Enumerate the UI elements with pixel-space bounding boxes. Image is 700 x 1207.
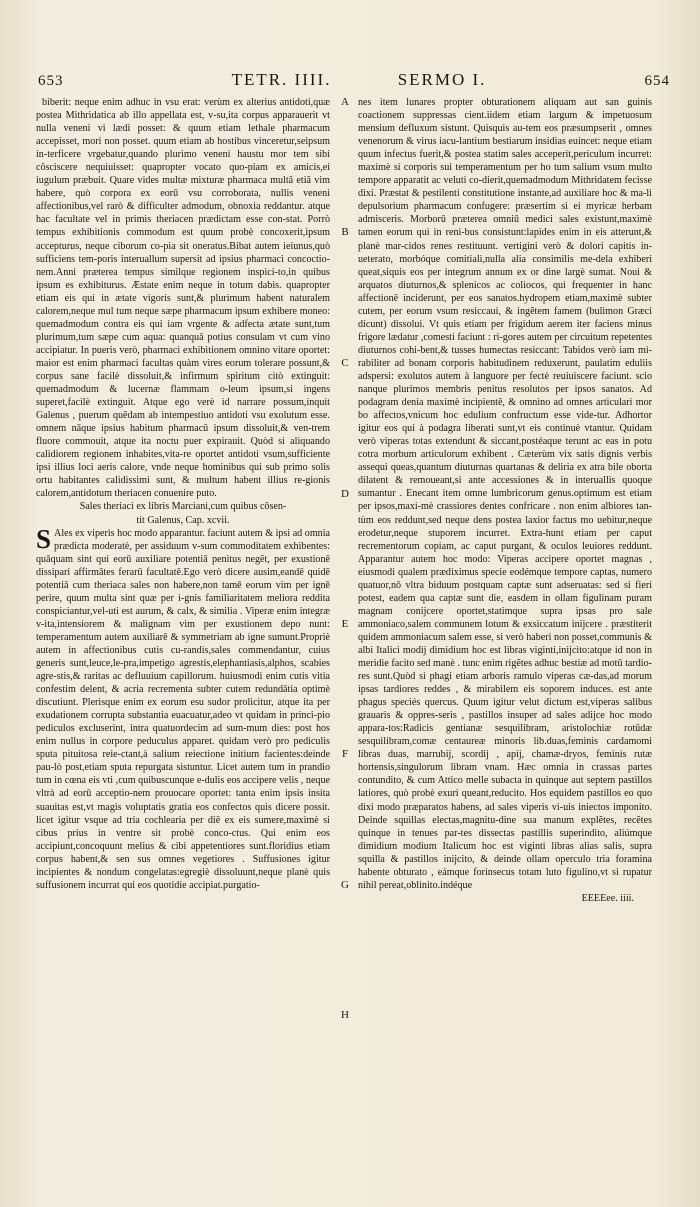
left-paragraph-2 <box>36 523 330 892</box>
margin-marker-e: E <box>341 618 349 630</box>
signature-mark: EEEEee. iiii. <box>581 892 634 904</box>
running-title <box>108 70 610 90</box>
margin-marker-d: D <box>341 488 349 500</box>
right-column <box>358 96 652 905</box>
margin-marker-h: H <box>341 1009 349 1021</box>
right-paragraph-1: nes item lunares propter obturationem aliquam aut san guinis coactionem suppressas cient.iidem etiam largum & impetuosum mensium defluxum sistunt. Quisquis au-tem eos præsumpserit , omnes venenorum & virus iacu-lantium bestiarum insidias euincet: neque etiam quum infectus fuerit,& postea statim sales acceperit,periculum incurret: maximè si corporis sui temperamentum per ho tum salium vsum multo tempore apparatit ac veluti co-dierit,quemadmodum Mithridatem fecisse dixi. Præstat & pestilenti constitutione instante,ad auxiliare hoc & ma-li depulsorium pharmacum confugere: præsertim si ei myricæ herbam admisceris. Morborū præterea omniū medici sales existunt,maximè tamen eorum qui in reni-bus consistunt:lapides enim in eis atterunt,& planè mar-cidos renes restituunt. vertigini verò & dolori capitis in-ueterato, morbóque comitiali,nulla alia consimilis me-dela exhiberi queat,siquis eos per integrum annum ex or dine largè sumat. Noui & arquatos diuturnos,& splenicos ac coliocos, qui frequenter in hanc affectionē inciderunt, per eos sanatos.hydropem etiam,maximè subter cutem, per eorum vsum resiccaui, & ingẽtem famem (bulimon Græci dicunt) dissolui. Vt quis etiam per frigidum aerem iter faciens minus frigore lædatur ,comesti faciunt : ri-gores autem per circuitum repetentes diuturnos cohi-bent,& tusses humectas resiccant: Tabidos verò iam mi-rabiliter ad bonam corporis habitudinem reduxerunt, paulatim eduliis adspersi: exolutos autem à languore per fectè reuiuiscere faciunt. scio nanque plurimos membris penitus resolutos per ipsos sanatos. Ad podagram denia maximè incipientē, & omnino ad omnes articulari mor bo affectos,vnicum hoc edulium confructum esse vide-tur. Adhortor igitur eos qui à podagra liberati sunt,vt eis continuè vtantur. Quidam verò viperas totas extendunt & siccant,postéaque terunt ac eas in potu cotra morbum articulorum exhibent . Cæterùm vix satis dignis verbis assequi queas,quantum diuturnas quartanas & deliria ex atra bile oborta dilatent & remoueant,si ante accessiones & in interuallis quoque sumantur . Enecant item omne lumbricorum genus.optimum est etiam per ipsos,maxi-mè crassiores dentes confricare . non enim albiores tan-tùm eos reddunt,sed neque dens postea laxior factus mo uebitur,neque erodetur,neque stuporem incurret. Extra-hunt etiam per caput recrementorum copiam, ac caput purgant, & oculos leuiores reddunt. Apparantur autem hoc modo: Viperas accipere oportet magnas , eiusmodi qualem prædiximus specie eodémque tempore captas, numero quatuor,nō vltra biduum postquam captæ sunt adseruatas: sed si fieri potest, eadem qua captæ sunt die, easdem in ollam figulinam puram magnam conijcere oportet,statimque supra ipsas pro sale ammoniaco,salem communem lotum & exsiccatum inijcere . præstiterit quidem ammoniacum salem esse, si verò haberi non posset,communis & albi Italici modij dimidium hoc est libras viginti,inijcito:atque id non in meridie facito sed manè . tunc enim rigẽtes adhuc bestiæ ad motū tardio-res sunt.Quòd si phagi etiam arboris ramulo viperas cæ-das,ad morum ipsas tardiores reddes , & mirabilem eis soporem induces. est ante phagus speciés quercus. Quum igitur velut dictum est,viperas salibus grauaris & oppres-seris , pastillos insuper ad sales adijce hoc modo appara-tos:Radicis gentianæ sesquilibram, aristolochiæ rotūdæ sesquilibram,comæ centaureæ minoris lib.duas,feminis cardamomi libras duas, marrubij, scordij , apij, chamæ-dryos, feminis rutæ hortensis,singulorum libram vnam. Hæc omnia in crassas partes contundito, & cum Attico melle subacta in quinque aut septem pastillos latiores, quò probè exuri queant,reducito. Hos equidem pastillos eo quo dixi modo præparatos habens, ad sales viperis vi-uis iniectos imponito. Deinde squillas electas,magnitu-dine sua manum explẽtes, recẽtes quinque in tenues par-tes dissectas pastillis superindito, aliúmque dimidium modium Italicum hoc est viginti libras alias salis, supra squilla & pastillos inijcito, & deinde ollam operculo tria foramina habente obturato , eámque forinsecus totam luto figulino,vt si rupatur nihil pereat,oblinito.indéque <box>358 97 652 891</box>
margin-marker-c: C <box>341 357 349 369</box>
running-header <box>38 70 670 96</box>
left-column <box>36 96 330 892</box>
text-columns <box>36 96 668 1176</box>
margin-marker-b: B <box>341 226 349 238</box>
margin-marker-f: F <box>341 748 349 760</box>
dropcap-initial: S <box>36 523 52 554</box>
running-title-sermo: SERMO I. <box>397 70 487 89</box>
margin-marker-a: A <box>341 96 349 108</box>
margin-marker-g: G <box>341 879 349 891</box>
chapter-heading-line-1: Sales theriaci ex libris Marciani,cum quibus côsen- <box>79 501 287 513</box>
running-title-tetr: TETR. IIII. <box>231 70 332 89</box>
left-paragraph-1: biberit: neque enim adhuc in vsu erat: verùm ex alterius antidoti,quæ postea Mithridatica ab illo appellata est, v-su,ita corpus apparauerit vt nulla veneni vi lædi posset: & quum etiam lethale pharmacum accepisset, mori non posset. quum etiam ab hostibus vinceretur,seipsum in-terficere vrgebatur,quando plurimo veneni haustu mor tem sibi côsciscere nequiuisset: quapropter vocato quo-piam ex amicis,ei iugulum præbuit. Quare vides multæ mixturæ pharmaca multâ etiâ vim habere, quò corpora ex eorū vsu corroborata, nullis veneni affectionibus,vel rarò & difficulter admodum, obnoxia reddantur. atque hac facultate vel in primis theriacen prædictam esse con-stat. Porrò tempus exhibitionis commodum est quum probè concoxerit,ipsum accepturus, neque ciborum co-pia sit oneratus.Bibat autem ieiunus,quò sufficiens tem-poris interuallum supersit ad ipsius pharmaci concoctio-nem.Anni præterea tempus similque regionem inspici-to,in quibus ipsum es exhibiturus. Æstate enim neque in totum dabis. quapropter etiam eis qui in ætate vigoris sunt,& plurimum habent naturalem calorem,neque mul tum neque sæpe pharmacum ipsum exhibere moneo: quemadmodum contra eis qui iam vrgente & adfecta ætate sunt,tum plurimum,tum sæpe cum aqua: quanquā potius consulam vt cum vino accipiatur. In pueris verò, pharmaci exhibitionem omnino vitare oportet: maior est enim pharmaci facultas quàm vires eorum tolerare possunt,& corpus sane facilè dissoluit,& infirmum spiritum citò extinguit: quemadmodum & lucernæ flammam o-leum ipsum,si ingens superet,facilè extinguit. Atque ego verè id narrare possum,inquit Galenus , puerum quẽdam ab intempestiuo antidoti vsu exolutum esse. omnem nāque ipsius habitum pharmacū ipsum dissoluit,& ven-trem fluore commouit, atque ita noctu puer expirauit. Quòd si aliquando calidiorem regionem inhabites,vita-re oportet antidoti vsum,sufficiente ipsi illius loci aeris calore, vnde neque hominibus qui sub primo solis ortu habitantes calidissimi sunt, & multum habent illius re-gionis calorem,antidotum theriacen conuenire puto. <box>36 97 330 500</box>
left-page-number: 653 <box>38 73 64 89</box>
margin-markers <box>334 96 356 1176</box>
chapter-heading-line-2: tit Galenus, Cap. xcvii. <box>136 514 230 526</box>
left-paragraph-2-text: Ales ex viperis hoc modo apparantur. faciunt autem & ipsi ad omnia prædicta moderatè, per assiduum v-sum commoditatem exhibentes: quāquam sint qui eorū auxiliare potentiā penitus negẽt, per exustionē dissipari affirmātes ferarū facultatē.Ego verò dicere ausim,eandē quidē potentiā cum theriaca sales non habere,non tamē eorum vim per ignē perire, quum multa sint quæ per i-gnis familiaritatem meliora reddita conspiciantur,vel-uti est aurum, & calx, & similia . Viperæ enim integræ v-ita,intensiorem & malignam vim per exustionem depo nunt: temperamentum autem auxiliarē & symmetriam ab igne sumunt.Propriè autem in affectionibus cutis cu-randis,sales commendantur, cuius generis sunt,leuce,le-pra,impetigo agrestis,elephantiasis,alphos, scabies agre-stis,& raritas ac defluuium capillorum. huiusmodi enim cutis vitia confestim delent, & acria recrementa subter cutem redundātia optimè discutiunt. Plerisque enim ex eorum esu sudor prolicitur, atque ita per exudationem corrupta substantia euacuatur,adeo vt quidam in princi-pio pediculos excluserint, intra quatuordecim ad sum-mum dies: post hos enim nullus in corpore peduculus apparet. quidam verò pro pediculis sputa pituitosa reie-ctant,à salium reiectione initium facientes:deinde pau-lò post,etiam sputa repurgata sistuntur. Licet autem tum in prandio tum in cœna eis vti ,cum quibuscunque e-dulis eos accipere velis , neque vltrà ad eorū acceptio-nem prouocare oportet: tanta enim ipsis insita suauitas est,vt magis voluptatis gratia eos confectos quis dicere possit. licet igitur vsque ad tria cochlearia per diē ex eis sumere,maximè si cibus prius in ventre sit probè conco-ctus. Qui enim eos accipiunt,concoquunt melius & cibi appetentiores sunt.floridius etiam corpus habent,& sen sus omnes vegetiores . Suffusiones igitur incipientes & nondum congelatas:egregiè dissoluunt,neque planè quis suffusionem incurrat qui eos quotidie accipiat.purgatio- <box>36 527 330 891</box>
right-page-number: 654 <box>644 73 670 89</box>
